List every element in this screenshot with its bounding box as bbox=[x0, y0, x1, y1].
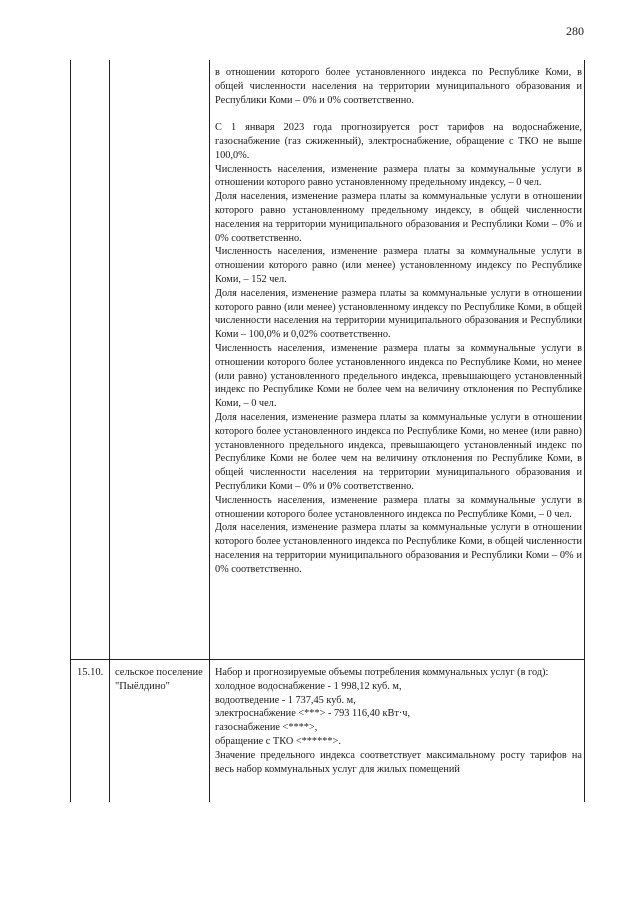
column-divider bbox=[209, 660, 210, 802]
row-number: 15.10. bbox=[77, 667, 104, 678]
paragraph: Набор и прогнозируемые объемы потребления коммунальных услуг (в год): bbox=[215, 667, 549, 678]
row-description bbox=[215, 66, 582, 576]
paragraph: водоотведение - 1 737,45 куб. м, bbox=[215, 694, 356, 706]
paragraph: Доля населения, изменение размера платы за коммунальные услуги в отношении которого равно (или менее) установленному индексу по Республике Коми, в общей численности населения на территории муниципального образования и Республики Коми – 100,0% и 0,02% соответственно. bbox=[215, 287, 582, 341]
table-row bbox=[70, 60, 585, 660]
column-divider bbox=[209, 60, 210, 659]
paragraph: электроснабжение <***> - 793 116,40 кВт·ч, bbox=[215, 708, 411, 720]
paragraph: Доля населения, изменение размера платы за коммунальные услуги в отношении которого более установленного индекса по Республике Коми, в общей численности населения на территории муниципального образования и Республики Коми – 0% и 0% соответственно. bbox=[215, 522, 582, 575]
paragraph: в отношении которого более установленного индекса по Республике Коми, в общей численности населения на территории муниципального образования и Республики Коми – 0% и 0% соответственно. bbox=[215, 67, 582, 106]
paragraph: Численность населения, изменение размера платы за коммунальные услуги в отношении которого равно (или менее) установленному индексу по Республике Коми, – 152 чел. bbox=[215, 246, 582, 285]
paragraph: холодное водоснабжение - 1 998,12 куб. м, bbox=[215, 680, 402, 692]
paragraph: обращение с ТКО <******>. bbox=[215, 735, 341, 747]
document-table bbox=[70, 60, 585, 802]
paragraph: Доля населения, изменение размера платы за коммунальные услуги в отношении которого равно установленному предельному индексу, в общей численности населения на территории муниципального образования и Республики Коми – 0% и 0% соответственно. bbox=[215, 191, 582, 244]
paragraph-gap bbox=[215, 107, 582, 121]
column-divider bbox=[109, 660, 110, 802]
paragraph: Численность населения, изменение размера платы за коммунальные услуги в отношении которого более установленного индекса по Республике Коми, – 0 чел. bbox=[215, 494, 582, 520]
page-number: 280 bbox=[566, 24, 584, 38]
column-divider bbox=[109, 60, 110, 659]
paragraph: Значение предельного индекса соответствует максимальному росту тарифов на весь набор коммунальных услуг для жилых помещений bbox=[215, 749, 582, 775]
paragraph: газоснабжение <****>, bbox=[215, 722, 318, 734]
paragraph: Численность населения, изменение размера платы за коммунальные услуги в отношении которого более установленного индекса по Республике Коми, но менее (или равно) установленного предельного индекса, превышающего установленный индекс по Республике Коми не более чем на величину отклонения по Республике Коми, – 0 чел. bbox=[215, 342, 582, 410]
row-description bbox=[215, 666, 582, 776]
settlement-name: сельское поселение "Пыёлдино" bbox=[115, 667, 203, 692]
paragraph: Доля населения, изменение размера платы за коммунальные услуги в отношении которого более установленного индекса по Республике Коми, но менее (или равно) установленного предельного индекса, превышающего установленный индекс по Республике Коми не более чем на величину отклонения по Республике Коми, в общей численности населения на территории муниципального образования и Республики Коми – 0% и 0% соответственно. bbox=[215, 411, 582, 492]
paragraph: Численность населения, изменение размера платы за коммунальные услуги в отношении которого равно установленному предельному индексу, – 0 чел. bbox=[215, 163, 582, 189]
table-row bbox=[70, 660, 585, 802]
paragraph: С 1 января 2023 года прогнозируется рост тарифов на водоснабжение, газоснабжение (газ сжиженный), электроснабжение, обращение с ТКО не выше 100,0%. bbox=[215, 122, 582, 161]
